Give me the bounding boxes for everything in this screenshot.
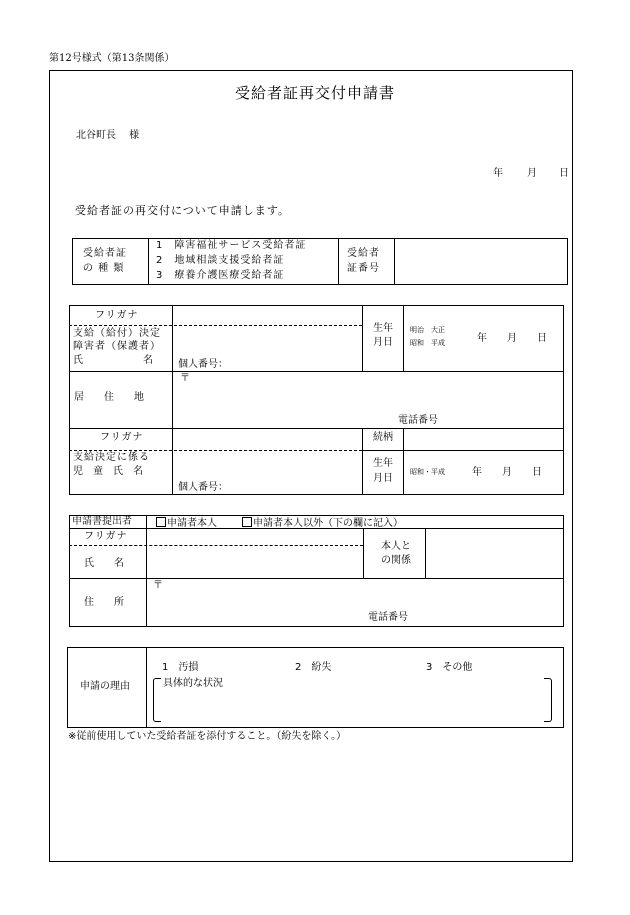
reason-detail-label: 具体的な状況 — [163, 678, 223, 689]
checkbox-self[interactable] — [156, 517, 166, 527]
reason-option-2[interactable]: 2 紛失 — [295, 662, 332, 673]
recipient-era-options-2[interactable]: 昭和 平成 — [410, 339, 445, 347]
cert-type-option-1[interactable]: 1 障害福祉サービス受給者証 — [156, 240, 307, 251]
applicant-furigana-label: フリガナ — [84, 531, 128, 542]
recipient-furigana-label: フリガナ — [95, 310, 139, 321]
applicant-address-label: 住 所 — [84, 597, 124, 608]
applicant-furigana-field[interactable] — [150, 530, 360, 544]
child-birth-label-2: 月日 — [373, 473, 393, 484]
recipient-mynumber-label: 個人番号： — [178, 359, 228, 370]
child-era-options[interactable]: 昭和・平成 — [410, 468, 445, 476]
recipient-era-options[interactable]: 明治 大正 — [410, 326, 445, 334]
child-mynumber-label: 個人番号： — [178, 482, 228, 493]
reason-detail-field[interactable] — [165, 693, 541, 719]
postal-mark: 〒 — [180, 373, 190, 384]
date-year: 年 — [493, 168, 503, 179]
cert-number-field[interactable] — [398, 241, 564, 281]
date-day: 日 — [559, 168, 569, 179]
child-birth-ymd: 年 月 日 — [472, 467, 542, 478]
recipient-birth-label: 生年 — [373, 323, 393, 334]
addressee: 北谷町長 様 — [76, 130, 140, 141]
cert-type-option-3[interactable]: 3 療養介護医療受給者証 — [156, 270, 285, 281]
child-relation-label: 続柄 — [373, 432, 393, 443]
relation-label: 本人と — [381, 541, 411, 552]
attachment-note: ※従前使用していた受給者証を添付すること。（紛失を除く。） — [68, 731, 347, 742]
applicant-name-label: 氏 名 — [84, 558, 124, 569]
child-furigana-field[interactable] — [180, 431, 358, 447]
address-label: 居 住 地 — [74, 392, 144, 403]
recipient-name-label: 支給（給付）決定 — [73, 328, 161, 339]
cert-number-label-2: 証番号 — [347, 263, 380, 274]
recipient-phone-label: 電話番号 — [398, 415, 438, 426]
recipient-birth-ymd: 年 月 日 — [477, 333, 547, 344]
child-name-label: 支給決定に係る — [73, 452, 150, 463]
left-bracket — [153, 678, 161, 722]
reason-option-1[interactable]: 1 汚損 — [162, 662, 199, 673]
submitter-option-other[interactable]: 申請者本人以外（下の欄に記入） — [242, 517, 403, 529]
applicant-phone-label: 電話番号 — [368, 612, 408, 623]
applicant-postal-mark: 〒 — [153, 580, 163, 591]
recipient-name-label-3: 氏 名 — [73, 355, 153, 366]
reason-label: 申請の理由 — [80, 681, 130, 692]
applicant-name-field[interactable] — [150, 548, 360, 576]
cert-number-label: 受給者 — [347, 248, 380, 259]
child-birth-label: 生年 — [373, 458, 393, 469]
date-month: 月 — [527, 168, 537, 179]
relation-label-2: の関係 — [381, 555, 411, 566]
child-name-label-2: 児 童 氏 名 — [73, 466, 143, 477]
page-title: 受給者証再交付申請書 — [234, 84, 395, 102]
recipient-furigana-field[interactable] — [180, 308, 358, 324]
submitter-option-self[interactable]: 申請者本人 — [156, 517, 217, 529]
form-number: 第12号様式（第13条関係） — [49, 53, 175, 64]
child-furigana-label: フリガナ — [100, 432, 144, 443]
submitter-label: 申請書提出者 — [72, 516, 132, 527]
reason-option-3[interactable]: 3 その他 — [426, 662, 473, 673]
cert-type-option-2[interactable]: 2 地域相談支援受給者証 — [156, 255, 285, 266]
recipient-name-label-2: 障害者（保護者） — [73, 341, 161, 352]
checkbox-other[interactable] — [242, 517, 252, 527]
intro-text: 受給者証の再交付について申請します。 — [75, 204, 290, 217]
right-bracket — [544, 678, 552, 722]
recipient-birth-label-2: 月日 — [373, 337, 393, 348]
cert-type-label-2: の 種 類 — [83, 263, 125, 274]
cert-type-label: 受給者証 — [83, 248, 127, 259]
